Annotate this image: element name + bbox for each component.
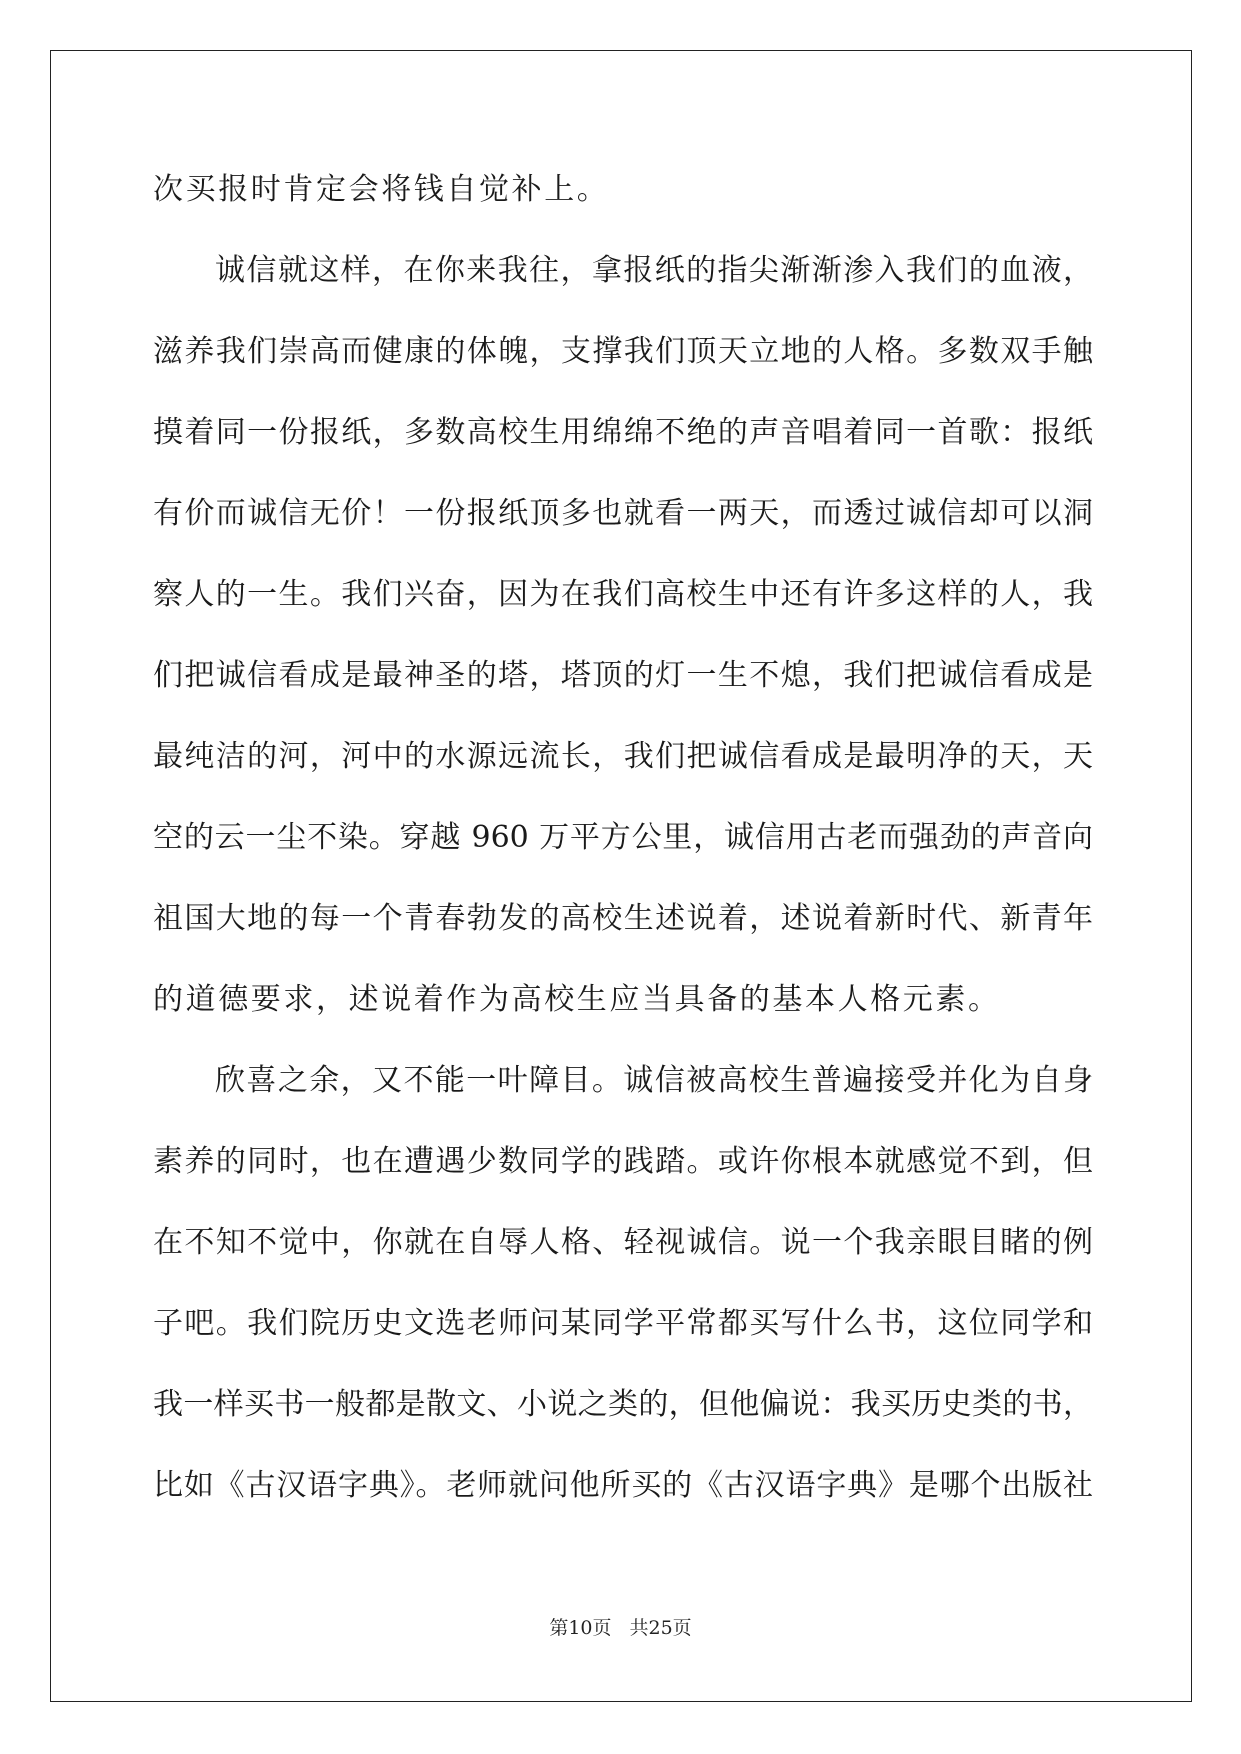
text-line: 子吧。我们院历史文选老师问某同学平常都买写什么书，这位同学和 — [153, 1306, 1093, 1341]
text-line: 有价而诚信无价！一份报纸顶多也就看一两天，而透过诚信却可以洞 — [153, 496, 1093, 531]
text-line: 摸着同一份报纸，多数高校生用绵绵不绝的声音唱着同一首歌：报纸 — [153, 415, 1093, 450]
text-line: 的道德要求，述说着作为高校生应当具备的基本人格元素。 — [153, 982, 1001, 1017]
page-footer — [0, 1613, 1241, 1640]
text-line: 次买报时肯定会将钱自觉补上。 — [153, 172, 610, 207]
text-line: 比如《古汉语字典》。老师就问他所买的《古汉语字典》是哪个出版社 — [153, 1468, 1093, 1503]
text-line: 滋养我们崇高而健康的体魄，支撑我们顶天立地的人格。多数双手触 — [153, 334, 1093, 369]
text-line: 我一样买书一般都是散文、小说之类的，但他偏说：我买历史类的书， — [153, 1387, 1093, 1422]
page-number: 第10页 — [549, 1617, 612, 1639]
text-line: 诚信就这样，在你来我往，拿报纸的指尖渐渐渗入我们的血液， — [215, 253, 1093, 288]
text-line: 空的云一尘不染。穿越 960 万平方公里，诚信用古老而强劲的声音向 — [153, 820, 1093, 855]
text-line: 们把诚信看成是最神圣的塔，塔顶的灯一生不熄，我们把诚信看成是 — [153, 658, 1093, 693]
page-total: 共25页 — [629, 1617, 692, 1639]
text-line: 祖国大地的每一个青春勃发的高校生述说着，述说着新时代、新青年 — [153, 901, 1093, 936]
text-line: 最纯洁的河，河中的水源远流长，我们把诚信看成是最明净的天，天 — [153, 739, 1093, 774]
text-line: 欣喜之余，又不能一叶障目。诚信被高校生普遍接受并化为自身 — [215, 1063, 1093, 1098]
text-line: 察人的一生。我们兴奋，因为在我们高校生中还有许多这样的人，我 — [153, 577, 1093, 612]
text-line: 在不知不觉中，你就在自辱人格、轻视诚信。说一个我亲眼目睹的例 — [153, 1225, 1093, 1260]
document-body — [153, 158, 1093, 1535]
text-line: 素养的同时，也在遭遇少数同学的践踏。或许你根本就感觉不到，但 — [153, 1144, 1093, 1179]
